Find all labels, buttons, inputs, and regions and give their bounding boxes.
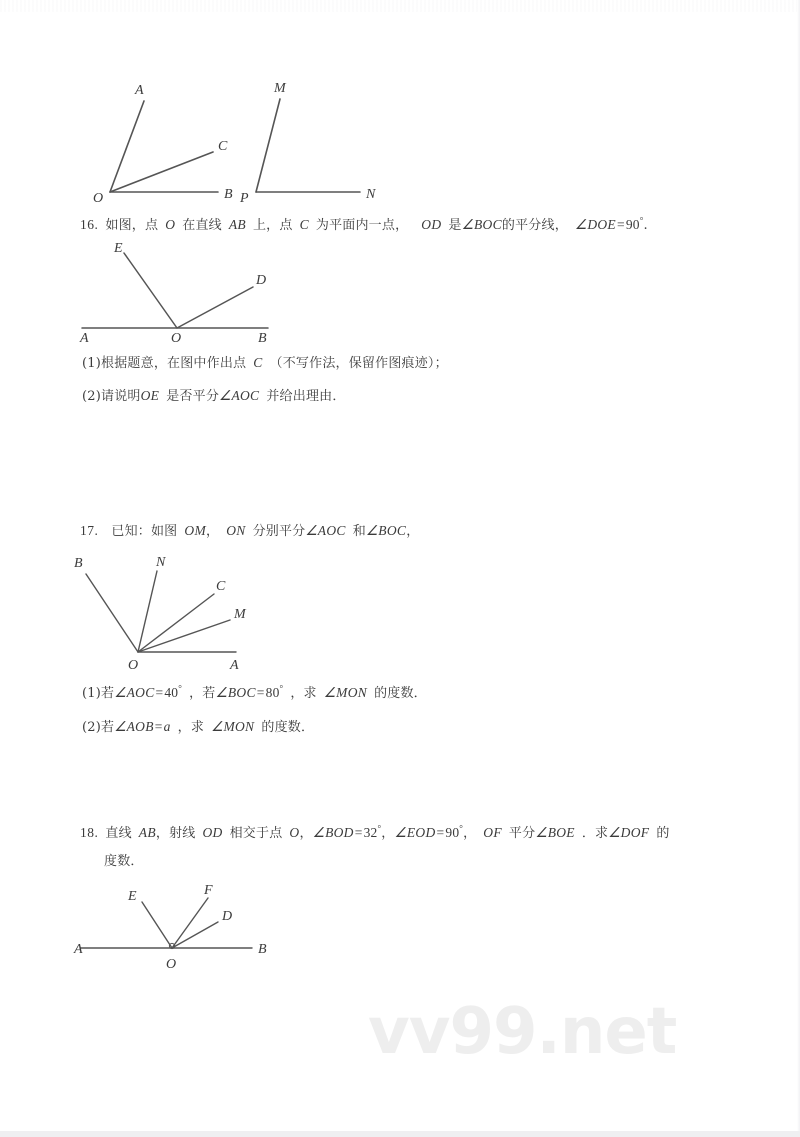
question-16-stem	[80, 212, 648, 239]
q16-equals: =	[616, 217, 625, 232]
q18-stem-comma-2: ，	[381, 826, 395, 841]
q18-stem-text-1: 直线	[105, 826, 132, 841]
figure-label-N: N	[156, 555, 166, 570]
ray-OD	[172, 922, 218, 948]
figure-label-A: A	[80, 331, 89, 346]
q18-var-OF: OF	[483, 825, 502, 840]
q17-stem-text-1: 已知：如图	[111, 524, 178, 539]
site-watermark: vv99.net	[368, 995, 677, 1069]
question-18-stem-line1	[80, 820, 670, 847]
ray-OB	[86, 574, 138, 652]
q16-sub2-text-3: 并给出理由．	[266, 389, 346, 404]
q16-sub2-text-1: 请说明	[101, 389, 141, 404]
ray-OF	[172, 898, 208, 948]
q18-stem-text-2: ，射线	[155, 826, 196, 841]
figure-q17-rays	[66, 552, 286, 674]
q16-angle-BOC: ∠BOC	[461, 217, 502, 232]
q17-sub1-text-1: 若	[101, 686, 115, 701]
q17-stem-comma-2: ，	[406, 524, 420, 539]
q18-stem-comma-1: ，	[299, 826, 313, 841]
q18-stem-text-7: 度数．	[104, 854, 144, 869]
question-18-stem-line2	[104, 848, 144, 875]
q17-sub1-text-4: 的度数．	[374, 686, 427, 701]
ray-OC	[110, 152, 213, 192]
q16-stem-text-5: 是	[448, 218, 462, 233]
q18-var-OD: OD	[202, 825, 223, 840]
question-16-sub-2	[82, 383, 346, 410]
q17-sub2-equals: =	[154, 719, 163, 734]
q17-sub2-label: (2)	[82, 720, 102, 735]
q17-stem-comma-1: ，	[206, 524, 220, 539]
q17-sub1-angle-MON: ∠MON	[323, 685, 368, 700]
q18-stem-text-5: ．求	[581, 826, 609, 841]
figure-label-D: D	[256, 273, 267, 288]
figure-label-B: B	[258, 331, 267, 346]
figure-label-O: O	[171, 331, 182, 346]
question-18-number: 18.	[80, 825, 99, 840]
question-16-sub-1	[82, 350, 448, 377]
q17-sub2-angle-AOB: ∠AOB	[114, 719, 154, 734]
q17-sub1-value-80: 80	[265, 685, 280, 700]
question-17-sub-1	[82, 680, 427, 707]
figure-label-D: D	[222, 909, 233, 924]
q17-sub1-degree-2: °	[279, 683, 284, 694]
figure-label-C: C	[218, 139, 228, 154]
q17-sub1-text-3: ，求	[290, 686, 317, 701]
figure-label-A: A	[135, 83, 144, 98]
q17-sub2-text-2: ，求	[177, 720, 205, 735]
figure-label-A: A	[230, 658, 239, 673]
q18-value-90: 90	[445, 825, 460, 840]
q18-angle-DOF: ∠DOF	[608, 825, 650, 840]
figure-label-O: O	[128, 658, 139, 673]
scan-texture-bottom	[0, 1131, 800, 1137]
q17-angle-BOC: ∠BOC	[365, 523, 407, 538]
q16-stem-text-1: 如图，点	[105, 218, 159, 233]
question-17-number: 17.	[80, 523, 99, 538]
q16-sub1-text-1: 根据题意，在图中作出点	[101, 356, 247, 371]
q16-sub2-label: (2)	[82, 389, 102, 404]
figure-label-M: M	[234, 607, 246, 622]
figure-label-F: F	[204, 883, 213, 898]
figure-q18-line-AB-rays	[72, 880, 282, 980]
ray-OD	[177, 287, 253, 328]
q18-stem-comma-3: ，	[463, 826, 477, 841]
q17-var-OM: OM	[184, 523, 206, 538]
q18-stem-text-3: 相交于点	[229, 826, 283, 841]
q17-sub2-text-1: 若	[101, 720, 115, 735]
question-17-stem	[80, 518, 419, 545]
q17-sub1-equals-1: =	[155, 685, 164, 700]
figure-label-E: E	[128, 889, 137, 904]
q16-sub1-text-2: （不写作法，保留作图痕迹）；	[269, 356, 448, 371]
q18-angle-BOD: ∠BOD	[312, 825, 354, 840]
q16-stem-text-4: 为平面内一点，	[315, 218, 409, 233]
q17-sub1-equals-2: =	[256, 685, 265, 700]
q18-angle-BOE: ∠BOE	[535, 825, 575, 840]
q16-degree-sign: °	[639, 215, 644, 226]
q16-sub2-angle-AOC: ∠AOC	[219, 388, 260, 403]
q17-stem-text-2: 分别平分	[252, 524, 306, 539]
figure-label-N: N	[366, 187, 376, 202]
q16-sub1-label: (1)	[82, 356, 102, 371]
q17-sub2-text-3: 的度数．	[261, 720, 315, 735]
figure-label-E: E	[114, 241, 123, 256]
q17-sub1-value-40: 40	[164, 685, 179, 700]
q17-sub1-degree-1: °	[178, 683, 183, 694]
figure-label-B: B	[224, 187, 233, 202]
q16-stem-text-6: 的平分线，	[501, 218, 568, 233]
ray-PM	[256, 99, 280, 192]
q16-sub2-text-2: 是否平分	[166, 389, 220, 404]
q17-var-ON: ON	[226, 523, 246, 538]
q18-angle-EOD: ∠EOD	[394, 825, 436, 840]
figure-q16-line-AB-rays	[78, 240, 288, 345]
q16-var-AB: AB	[228, 217, 246, 232]
q18-var-O: O	[289, 825, 300, 840]
q16-stem-text-2: 在直线	[182, 218, 222, 233]
q17-sub2-value-a: a	[163, 719, 171, 734]
figure-label-A: A	[74, 942, 83, 957]
figure-label-O: O	[93, 191, 104, 206]
q16-sub1-var-C: C	[253, 355, 263, 370]
ray-OA	[110, 101, 144, 192]
figure-label-M: M	[274, 81, 286, 96]
ray-OE	[124, 253, 177, 328]
q18-value-32: 32	[363, 825, 378, 840]
q17-sub1-text-2: ，若	[189, 686, 216, 701]
q17-stem-text-3: 和	[352, 524, 366, 539]
figure-label-B: B	[74, 556, 83, 571]
q17-sub1-angle-BOC: ∠BOC	[215, 685, 256, 700]
q18-degree-2: °	[459, 823, 464, 834]
q18-stem-text-4: 平分	[508, 826, 536, 841]
figure-label-O: O	[166, 957, 177, 972]
q18-equals-2: =	[436, 825, 445, 840]
figure-label-B: B	[258, 942, 267, 957]
q17-sub1-label: (1)	[82, 686, 102, 701]
q16-var-O: O	[165, 217, 176, 232]
question-17-sub-2	[82, 714, 314, 741]
ray-OM	[138, 620, 230, 652]
q16-value-90: 90	[625, 217, 640, 232]
q18-degree-1: °	[377, 823, 382, 834]
q18-equals-1: =	[354, 825, 363, 840]
q17-sub1-angle-AOC: ∠AOC	[114, 685, 155, 700]
q16-stem-text-3: 上，点	[252, 218, 293, 233]
q18-var-AB: AB	[138, 825, 156, 840]
figure-label-P: P	[240, 191, 249, 206]
q17-sub2-angle-MON: ∠MON	[211, 719, 255, 734]
scan-texture-top	[0, 0, 800, 12]
q16-var-OD: OD	[421, 217, 442, 232]
q16-stem-period: .	[643, 218, 648, 233]
ray-OE	[142, 902, 172, 948]
q16-sub2-var-OE: OE	[140, 388, 160, 403]
figure-angle-MPN	[238, 74, 408, 204]
q16-var-C: C	[299, 217, 309, 232]
figure-label-C: C	[216, 579, 226, 594]
question-16-number: 16.	[80, 217, 99, 232]
q16-angle-DOE: ∠DOE	[574, 217, 616, 232]
q18-stem-text-6: 的	[656, 826, 670, 841]
q17-angle-AOC: ∠AOC	[305, 523, 346, 538]
